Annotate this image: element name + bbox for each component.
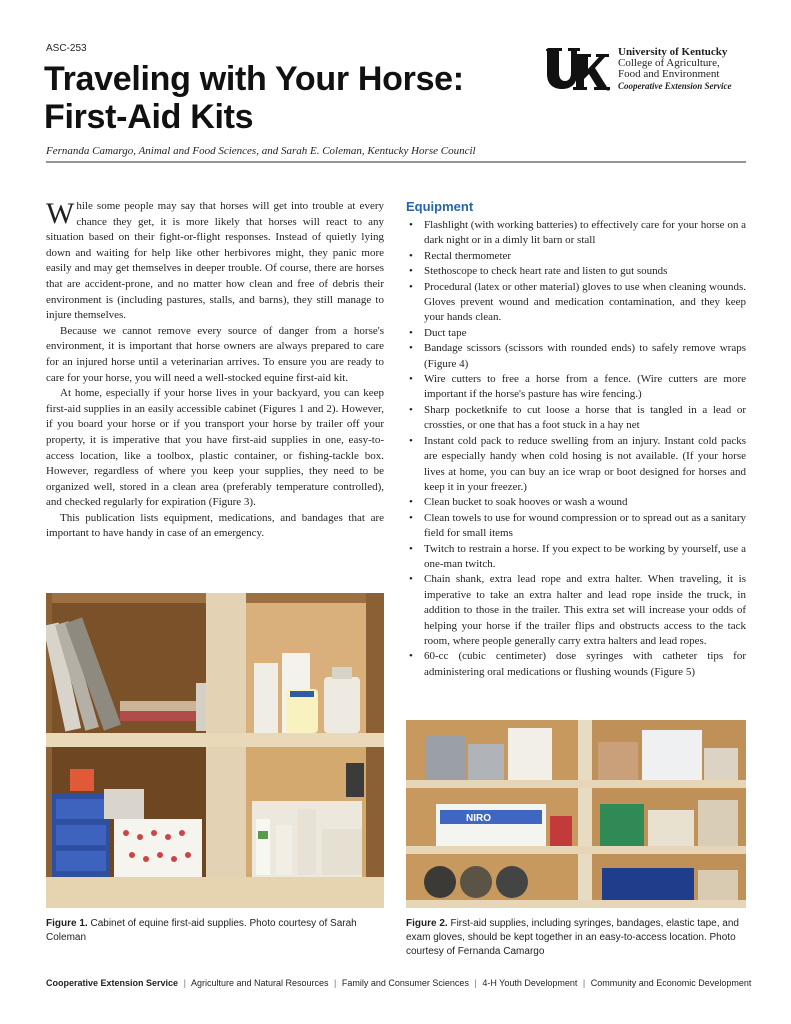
list-item: • Stethoscope to check heart rate and listen to gut sounds [406, 264, 746, 279]
list-item: • Chain shank, extra lead rope and extra halter. When traveling, it is imperative to take an extra halter and lead rope inside the truck, in addition to those in the trailer. This extra set will increase your odds of helping your horse if the trailer flips and obstructs access to the tack room, where people generally carry extra halters and lead ropes. [406, 572, 746, 649]
list-item: • Procedural (latex or other material) gloves to use when cleaning wounds. Gloves prevent wound and medication contamination, and they keep your hands clean. [406, 280, 746, 326]
list-item: • Twitch to restrain a horse. If you expect to be working by yourself, use a one-man twitch. [406, 542, 746, 573]
college-name-line-2: Food and Environment [618, 68, 720, 80]
list-item: • 60-cc (cubic centimeter) dose syringes with catheter tips for administering oral medications or flushing wounds (Figure 5) [406, 649, 746, 680]
list-item: • Bandage scissors (scissors with rounded ends) to safely remove wraps (Figure 4) [406, 341, 746, 372]
figure-1-label: Figure 1. [46, 918, 88, 929]
footer-program: 4-H Youth Development [482, 978, 578, 988]
figure-2-label: Figure 2. [406, 918, 448, 929]
intro-column [46, 199, 384, 542]
list-item: • Wire cutters to free a horse from a fence. (Wire cutters are more important if the horse's pasture has wire fencing.) [406, 372, 746, 403]
footer-separator: | [474, 978, 477, 988]
equipment-section [406, 199, 746, 680]
footer-separator: | [183, 978, 186, 988]
figure-1-photo [46, 593, 384, 908]
footer-separator: | [582, 978, 586, 988]
page-footer [46, 978, 752, 988]
uk-logo [546, 44, 610, 96]
page-title [44, 60, 544, 136]
cabinet-illustration [46, 593, 384, 908]
header-divider [46, 161, 746, 163]
list-item: • Sharp pocketknife to cut loose a horse that is tangled in a lead or crossties, or one that has a foot stuck in a hay net [406, 403, 746, 434]
footer-program: Agriculture and Natural Resources [190, 978, 329, 988]
intro-paragraph-2: Because we cannot remove every source of danger from a horse's environment, it is important that horse owners are always prepared to care for an injured horse until a veterinarian arrives. To ensure you are ready to care for your horse, you will need a well-stocked equine first-aid kit. [46, 324, 384, 384]
equipment-heading: Equipment [406, 199, 474, 214]
title-line-1: Traveling with Your Horse: [44, 60, 464, 98]
list-item: • Duct tape [406, 326, 746, 341]
list-item: • Rectal thermometer [406, 249, 746, 264]
intro-paragraph-3: At home, especially if your horse lives in your backyard, you can keep first-aid supplies in an easily accessible cabinet (Figures 1 and 2). However, if you board your horse or if you transport your horse by trailer off your property, it is imperative that you have first-aid supplies in one, easy-to-access location, like a toolbox, plastic container, or fishing-tackle box. However, regardless of where you keep your supplies, they need to be organized well, stored in a clean area (preferably temperature controlled), and checked regularly for expiration (Figure 3). [46, 387, 384, 509]
title-line-2: First-Aid Kits [44, 98, 254, 136]
footer-separator: | [334, 978, 337, 988]
list-item: • Clean towels to use for wound compression or to spread out as a sanitary field for small items [406, 511, 746, 542]
university-name: University of Kentucky [618, 46, 728, 58]
list-item: • Clean bucket to soak hooves or wash a wound [406, 495, 746, 510]
institution-block [618, 46, 788, 92]
figure-2-photo [406, 720, 746, 908]
box-label: NIRO [466, 813, 491, 824]
footer-program: Community and Economic Development [590, 978, 752, 988]
footer-service: Cooperative Extension Service [46, 978, 179, 988]
extension-service: Cooperative Extension Service [618, 81, 732, 91]
shelves-illustration [406, 720, 746, 908]
figure-1-caption: Figure 1. Cabinet of equine first-aid supplies. Photo courtesy of Sarah Coleman [46, 918, 357, 943]
college-name-line-1: College of Agriculture, [618, 57, 720, 69]
drop-cap: W [46, 197, 75, 230]
intro-paragraph-1: While some people may say that horses will get into trouble at every chance they get, it is more likely that horses will react to any situation based on their fight-or-flight responses. Instead of quietly lying down and waiting for help like other herbivores might, they panic more easily and may get themselves in deeper trouble. Of course, there are horses that are accident-prone, and no matter how clean and free of debris their environment is (including pastures, stalls, and barns), they still manage to injure themselves. [46, 197, 384, 322]
intro-paragraph-4: This publication lists equipment, medications, and bandages that are important to have handy in case of an emergency. [46, 511, 384, 540]
figure-2-caption: Figure 2. First-aid supplies, including syringes, bandages, elastic tape, and exam gloves, should be kept together in an easy-to-access location. Photo courtesy of Fernanda Camargo [406, 918, 739, 957]
list-item: • Instant cold pack to reduce swelling from an injury. Instant cold packs are especially handy when cold hosing is not available. (If your horse lives at home, you can buy an ice wrap or boot designed for horses and keep it in your freezer.) [406, 434, 746, 496]
footer-program: Family and Consumer Sciences [341, 978, 469, 988]
equipment-list [406, 218, 746, 680]
list-item: • Flashlight (with working batteries) to effectively care for your horse on a dark night or in a dimly lit barn or stall [406, 218, 746, 249]
author-line: Fernanda Camargo, Animal and Food Sciences, and Sarah E. Coleman, Kentucky Horse Council [46, 145, 476, 157]
publication-id: ASC-253 [46, 43, 87, 54]
